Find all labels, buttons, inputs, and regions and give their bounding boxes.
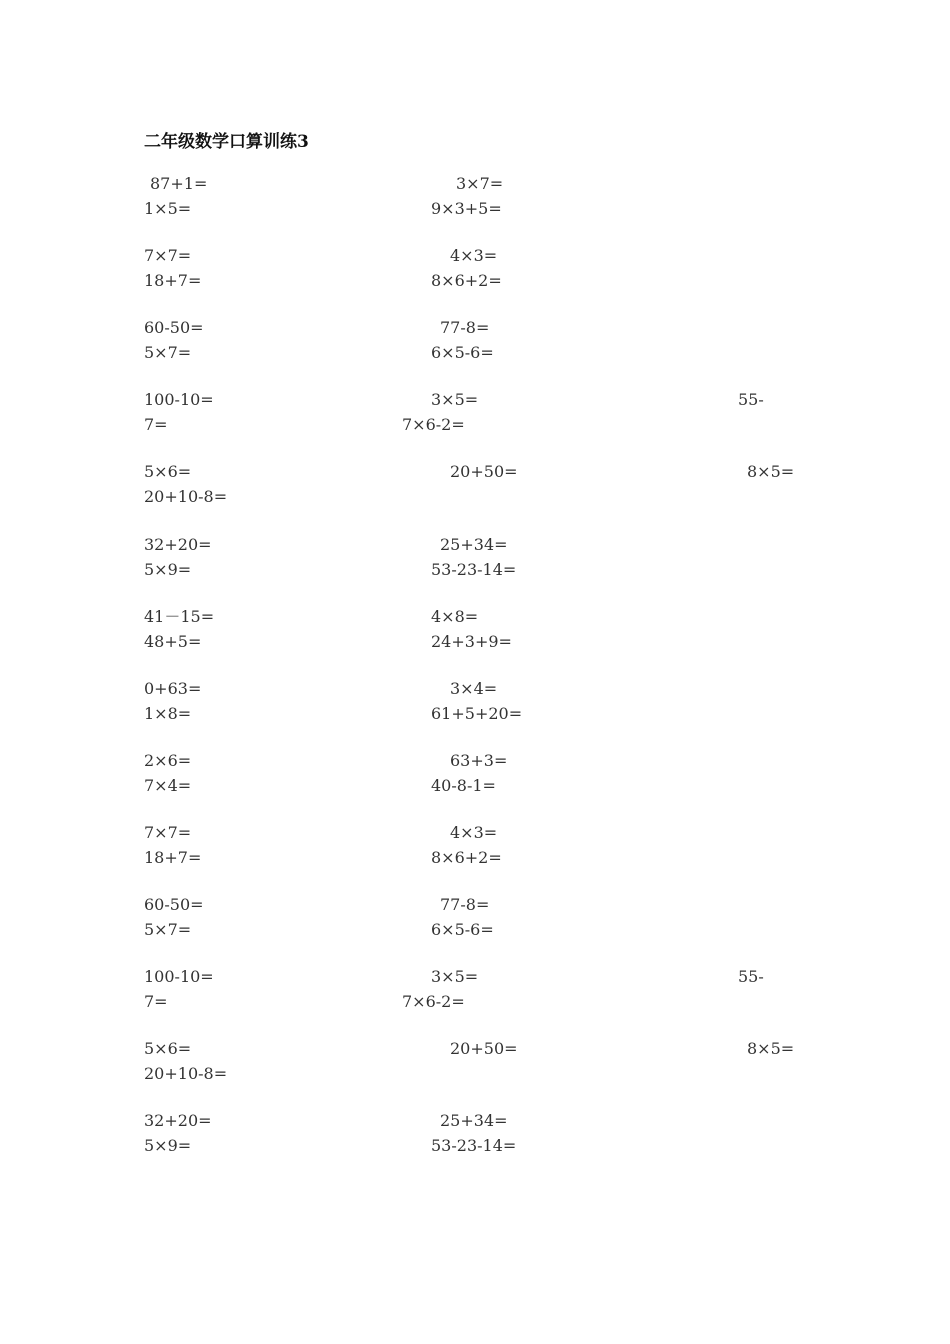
problem-text: 20+50= [450,462,518,481]
problem-text: 5×7= [144,343,192,362]
problem-text: 53-23-14= [431,560,517,579]
problem-text: 3×5= [431,967,479,986]
problem-text: 4×3= [450,823,498,842]
problem-text: 25+34= [440,1111,508,1130]
problem-text: 77-8= [440,318,490,337]
problem-text: 6×5-6= [431,920,494,939]
problem-text: 48+5= [144,632,202,651]
problem-text: 7×4= [144,776,192,795]
problem-text: 55- [738,390,764,409]
problem-text: 61+5+20= [431,704,523,723]
problem-text: 5×9= [144,1136,192,1155]
problem-text: 5×9= [144,560,192,579]
problem-text: 7×7= [144,823,192,842]
problem-text: 77-8= [440,895,490,914]
problem-text: 2×6= [144,751,192,770]
problem-text: 3×4= [450,679,498,698]
problem-text: 18+7= [144,848,202,867]
problem-text: 4×3= [450,246,498,265]
problem-text: 7×7= [144,246,192,265]
problem-text: 20+10-8= [144,487,228,506]
problem-text: 7×6-2= [402,992,465,1011]
problem-text: 100-10= [144,967,214,986]
problem-text: 100-10= [144,390,214,409]
problem-text: 60-50= [144,895,204,914]
problem-text: 8×6+2= [431,848,502,867]
problem-text: 8×6+2= [431,271,502,290]
problem-text: 5×6= [144,1039,192,1058]
problem-text: 18+7= [144,271,202,290]
problem-text: 0+63= [144,679,202,698]
problem-text: 25+34= [440,535,508,554]
problem-text: 5×7= [144,920,192,939]
problem-text: 40-8-1= [431,776,496,795]
problem-text: 41－15= [144,607,215,626]
problem-text: 7= [144,992,168,1011]
problem-text: 53-23-14= [431,1136,517,1155]
problem-text: 5×6= [144,462,192,481]
problem-text: 8×5= [747,462,795,481]
problem-text: 6×5-6= [431,343,494,362]
problem-text: 1×8= [144,704,192,723]
problem-text: 24+3+9= [431,632,512,651]
page-title: 二年级数学口算训练3 [144,132,309,152]
problem-text: 55- [738,967,764,986]
problem-text: 87+1= [150,174,208,193]
problem-text: 8×5= [747,1039,795,1058]
problem-text: 32+20= [144,1111,212,1130]
problem-text: 7×6-2= [402,415,465,434]
problem-text: 1×5= [144,199,192,218]
problem-text: 63+3= [450,751,508,770]
problem-text: 32+20= [144,535,212,554]
problem-text: 7= [144,415,168,434]
problem-text: 3×7= [456,174,504,193]
problem-text: 20+10-8= [144,1064,228,1083]
problem-text: 60-50= [144,318,204,337]
problem-text: 4×8= [431,607,479,626]
problem-text: 3×5= [431,390,479,409]
problem-text: 20+50= [450,1039,518,1058]
problem-text: 9×3+5= [431,199,502,218]
